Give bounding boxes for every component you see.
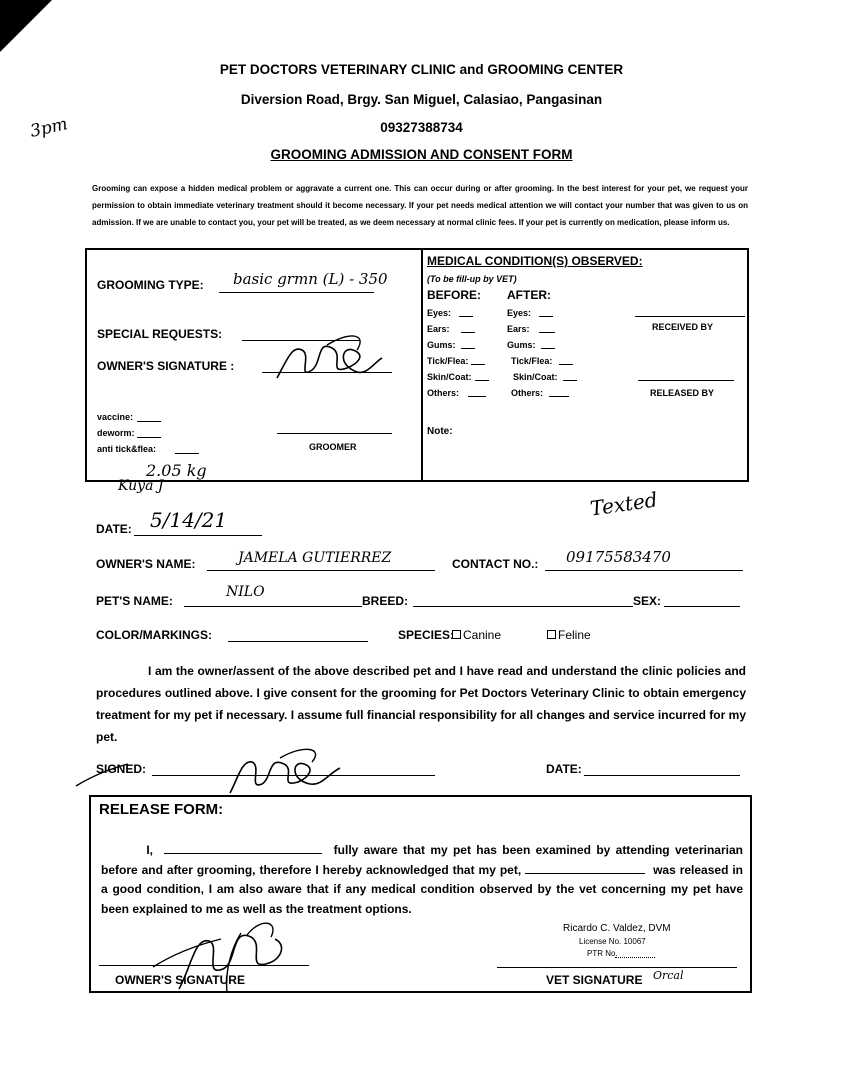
after-ears-line[interactable] [539,332,555,333]
box-divider [421,250,423,480]
after-gums-line[interactable] [541,348,555,349]
color-line[interactable] [228,641,368,642]
contact-label: CONTACT NO.: [452,557,539,571]
deworm-line[interactable] [137,437,161,438]
canine-label: Canine [463,628,502,642]
vet-ptr-line [615,957,655,958]
grooming-medical-box [85,248,749,482]
note-label: Note: [427,426,453,437]
vet-license: License No. 10067 [579,937,646,946]
release-owner-name-line[interactable] [164,842,322,854]
clinic-address: Diversion Road, Brgy. San Miguel, Calasiao, Pangasinan [240,92,603,107]
contact-value[interactable]: 09175583470 [566,548,671,566]
scan-corner-mark [0,0,52,52]
release-form-box [89,795,752,993]
after-gums: Gums: [507,340,536,350]
pet-name-label: PET'S NAME: [96,594,173,608]
owner-signature-label: OWNER'S SIGNATURE : [97,359,235,373]
date-line[interactable] [134,535,262,536]
before-ears-line[interactable] [461,332,475,333]
signed-signature-mark [200,738,360,798]
feline-label: Feline [558,628,591,642]
color-label: COLOR/MARKINGS: [96,628,212,642]
owner-name-line[interactable] [207,570,435,571]
antitick-label: anti tick&flea: [97,444,157,454]
release-pet-name-line[interactable] [525,862,645,874]
owner-name-value[interactable]: JAMELA GUTIERREZ [238,550,392,566]
antitick-line[interactable] [175,453,199,454]
released-by-line[interactable] [638,380,734,381]
signed-label: SIGNED: [96,762,147,776]
weight-note: 2.05 kg [146,461,207,480]
clinic-phone: 09327388734 [380,120,463,135]
sex-line[interactable] [664,606,740,607]
release-owner-signature-label: OWNER'S SIGNATURE [115,973,245,987]
feline-checkbox[interactable] [547,630,556,639]
vaccine-line[interactable] [137,421,161,422]
after-tickflea-line[interactable] [559,364,573,365]
release-title: RELEASE FORM: [99,801,224,818]
pet-name-value[interactable]: NILO [226,584,265,600]
after-skincoat: Skin/Coat: [513,372,558,382]
released-by-label: RELEASED BY [650,388,715,398]
date-label: DATE: [96,522,132,536]
before-tickflea: Tick/Flea: [427,356,469,366]
clinic-name: PET DOCTORS VETERINARY CLINIC and GROOMING CENTER [219,62,624,77]
grooming-type-line [219,292,374,293]
vet-ptr: PTR No. [587,949,618,958]
vet-signature-note: Orcal [653,969,684,982]
form-title: GROOMING ADMISSION AND CONSENT FORM [270,147,573,162]
release-owner-signature-mark [151,897,311,993]
after-label: AFTER: [507,288,551,302]
date-value[interactable]: 5/14/21 [150,508,228,532]
before-label: BEFORE: [427,288,481,302]
sex-label: SEX: [633,594,662,608]
consent-paragraph: I am the owner/assent of the above described pet and I have read and understand the clinic policies and procedures outlined above. I give consent for the grooming for Pet Doctors Veterinary Clinic to obtain emergency treatment for my pet if necessary. I assume full financial responsibility for all changes and service incurred for my pet. [96,664,746,744]
pet-name-line[interactable] [184,606,362,607]
groomer-line[interactable] [277,433,392,434]
name-note: Kuya J [118,478,164,494]
before-others-line[interactable] [468,396,486,397]
release-text-a: fully aware that my pet has been examined by attending veterinarian before and after grooming, therefore I hereby acknowledged that my pet, [101,843,743,877]
deworm-label: deworm: [97,428,135,438]
medical-subtitle: (To be fill-up by VET) [427,274,517,284]
vaccine-label: vaccine: [97,412,134,422]
before-ears: Ears: [427,324,450,334]
after-tickflea: Tick/Flea: [511,356,553,366]
canine-checkbox[interactable] [452,630,461,639]
grooming-type-label: GROOMING TYPE: [97,278,204,292]
vet-signature-label: VET SIGNATURE [546,973,643,987]
before-gums: Gums: [427,340,456,350]
received-by-line[interactable] [635,316,745,317]
before-others: Others: [427,388,460,398]
vet-signature-line[interactable] [497,967,737,968]
grooming-type-value[interactable]: basic grmn (L) - 350 [233,270,388,288]
before-gums-line[interactable] [461,348,475,349]
medical-title: MEDICAL CONDITION(S) OBSERVED: [427,254,643,268]
breed-line[interactable] [413,606,633,607]
margin-time-note: 3pm [28,114,70,142]
texted-note: Texted [588,487,659,521]
after-skincoat-line[interactable] [563,380,577,381]
after-eyes-line[interactable] [539,316,553,317]
vet-name: Ricardo C. Valdez, DVM [563,923,671,934]
before-skincoat: Skin/Coat: [427,372,472,382]
before-eyes-line[interactable] [459,316,473,317]
after-ears: Ears: [507,324,530,334]
contact-line[interactable] [545,570,743,571]
before-tickflea-line[interactable] [471,364,485,365]
groomer-label: GROOMER [309,442,357,452]
special-requests-label: SPECIAL REQUESTS: [97,327,223,341]
signed-date-label: DATE: [546,762,582,776]
species-label: SPECIES: [398,628,455,642]
signed-stroke-mark [72,760,132,790]
after-others-line[interactable] [549,396,569,397]
intro-paragraph: Grooming can expose a hidden medical problem or aggravate a current one. This can occur during or after grooming. In the best interest for your pet, we request your permission to obtain immediate veterinary treatment should it become necessary. If your pet needs medical attention we will contact your number that was given to us on admission. If we are unable to contact you, your pet will be treated, as we deem necessary at normal clinic fees. If your pet is currently on medication, please inform us. [92,184,748,227]
before-skincoat-line[interactable] [475,380,489,381]
release-text-b: was released in a good condition, I am also aware that if any medical condition observed by the vet concerning my pet have been explained to me as well as the treatment options. [101,862,744,916]
received-by-label: RECEIVED BY [652,322,714,332]
owner-signature-mark [257,320,387,390]
signed-date-line[interactable] [584,775,740,776]
owner-name-label: OWNER'S NAME: [96,557,196,571]
after-eyes: Eyes: [507,308,532,318]
breed-label: BREED: [362,594,409,608]
after-others: Others: [511,388,544,398]
before-eyes: Eyes: [427,308,452,318]
release-i-label: I, [146,843,153,857]
